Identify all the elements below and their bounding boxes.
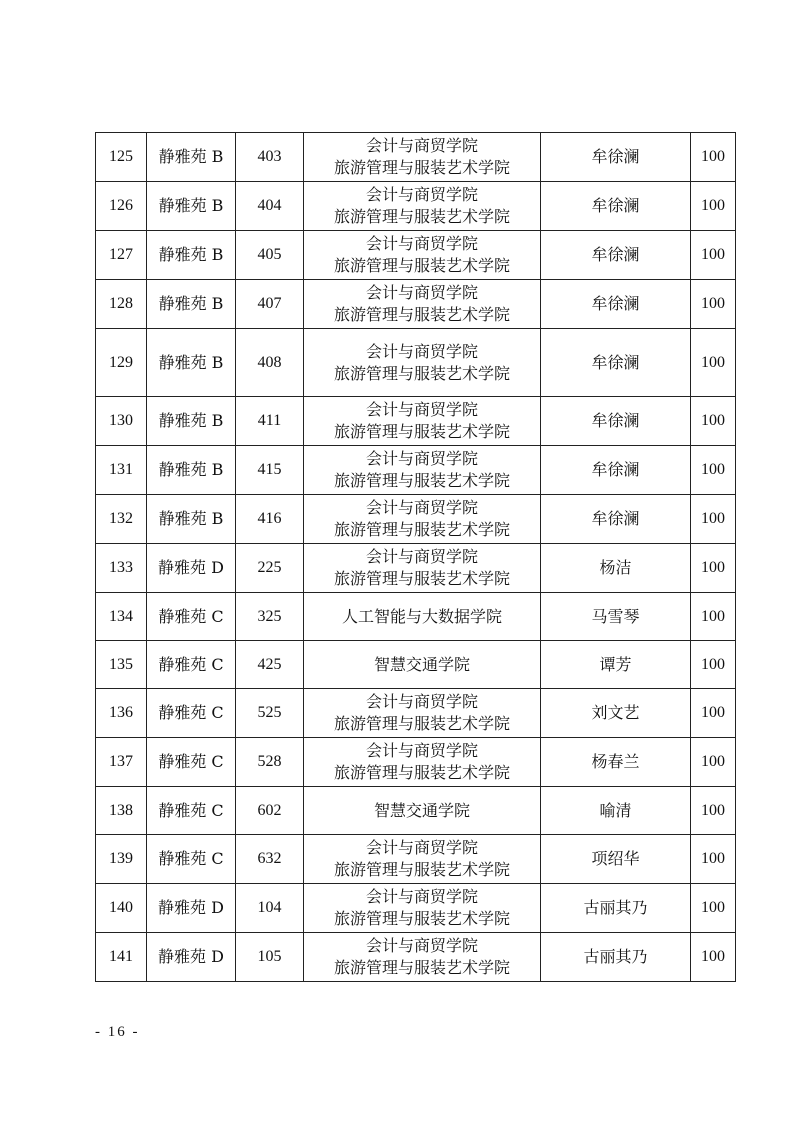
- row-number-cell: 127: [96, 231, 147, 280]
- college-cell: [304, 835, 541, 884]
- building-cell: 静雅苑 C: [147, 593, 236, 641]
- college-line: 会计与商贸学院: [365, 936, 478, 955]
- row-number-cell: 139: [96, 835, 147, 884]
- score-cell: 100: [691, 231, 736, 280]
- room-cell: 105: [236, 933, 304, 982]
- table-row: [96, 329, 736, 397]
- college-cell: [304, 133, 541, 182]
- table-row: [96, 884, 736, 933]
- college-cell: [304, 495, 541, 544]
- college-line: 会计与商贸学院: [365, 234, 478, 253]
- row-number-cell: 135: [96, 641, 147, 689]
- college-cell: [304, 787, 541, 835]
- college-cell: [304, 329, 541, 397]
- table-row: [96, 689, 736, 738]
- counselor-name-cell: 牟徐澜: [541, 280, 691, 329]
- row-number-cell: 137: [96, 738, 147, 787]
- row-number-cell: 141: [96, 933, 147, 982]
- college-line: 会计与商贸学院: [365, 341, 478, 361]
- building-cell: 静雅苑 C: [147, 689, 236, 738]
- counselor-name-cell: 牟徐澜: [541, 329, 691, 397]
- room-cell: 416: [236, 495, 304, 544]
- counselor-name-cell: 喻清: [541, 787, 691, 835]
- college-line: 人工智能与大数据学院: [341, 606, 502, 626]
- building-cell: 静雅苑 C: [147, 787, 236, 835]
- row-number-cell: 132: [96, 495, 147, 544]
- college-line: 会计与商贸学院: [365, 449, 478, 468]
- score-cell: 100: [691, 593, 736, 641]
- score-cell: 100: [691, 446, 736, 495]
- college-line: 会计与商贸学院: [365, 498, 478, 517]
- counselor-name-cell: 牟徐澜: [541, 182, 691, 231]
- row-number-cell: 129: [96, 329, 147, 397]
- college-cell: [304, 231, 541, 280]
- building-cell: 静雅苑 D: [147, 933, 236, 982]
- college-line: 旅游管理与服装艺术学院: [333, 958, 510, 977]
- college-cell: [304, 641, 541, 689]
- building-cell: 静雅苑 C: [147, 835, 236, 884]
- row-number-cell: 138: [96, 787, 147, 835]
- building-cell: 静雅苑 B: [147, 329, 236, 397]
- table-row: [96, 738, 736, 787]
- table-row: [96, 495, 736, 544]
- building-cell: 静雅苑 B: [147, 182, 236, 231]
- building-cell: 静雅苑 B: [147, 397, 236, 446]
- room-cell: 425: [236, 641, 304, 689]
- college-line: 旅游管理与服装艺术学院: [333, 714, 510, 733]
- score-cell: 100: [691, 544, 736, 593]
- room-cell: 408: [236, 329, 304, 397]
- page-number: - 16 -: [95, 1024, 140, 1040]
- college-line: 旅游管理与服装艺术学院: [333, 207, 510, 226]
- score-cell: 100: [691, 933, 736, 982]
- counselor-name-cell: 古丽其乃: [541, 933, 691, 982]
- college-line: 智慧交通学院: [373, 800, 470, 820]
- row-number-cell: 136: [96, 689, 147, 738]
- score-cell: 100: [691, 133, 736, 182]
- room-cell: 602: [236, 787, 304, 835]
- counselor-name-cell: 牟徐澜: [541, 446, 691, 495]
- score-cell: 100: [691, 689, 736, 738]
- row-number-cell: 125: [96, 133, 147, 182]
- college-line: 会计与商贸学院: [365, 692, 478, 711]
- college-line: 会计与商贸学院: [365, 887, 478, 906]
- table-row: [96, 835, 736, 884]
- college-cell: [304, 738, 541, 787]
- building-cell: 静雅苑 C: [147, 641, 236, 689]
- table-row: [96, 182, 736, 231]
- table-row: [96, 933, 736, 982]
- college-cell: [304, 593, 541, 641]
- college-line: 旅游管理与服装艺术学院: [333, 305, 510, 324]
- college-cell: [304, 544, 541, 593]
- score-cell: 100: [691, 641, 736, 689]
- counselor-name-cell: 谭芳: [541, 641, 691, 689]
- score-cell: 100: [691, 280, 736, 329]
- dormitory-inspection-table: [95, 132, 736, 982]
- building-cell: 静雅苑 D: [147, 884, 236, 933]
- room-cell: 405: [236, 231, 304, 280]
- college-line: 旅游管理与服装艺术学院: [333, 158, 510, 177]
- college-line: 会计与商贸学院: [365, 547, 478, 566]
- table-row: [96, 280, 736, 329]
- college-cell: [304, 182, 541, 231]
- counselor-name-cell: 马雪琴: [541, 593, 691, 641]
- score-cell: 100: [691, 884, 736, 933]
- college-cell: [304, 933, 541, 982]
- table-row: [96, 593, 736, 641]
- score-cell: 100: [691, 182, 736, 231]
- building-cell: 静雅苑 B: [147, 231, 236, 280]
- row-number-cell: 134: [96, 593, 147, 641]
- table-row: [96, 544, 736, 593]
- college-line: 旅游管理与服装艺术学院: [333, 860, 510, 879]
- row-number-cell: 130: [96, 397, 147, 446]
- counselor-name-cell: 牟徐澜: [541, 495, 691, 544]
- table-row: [96, 446, 736, 495]
- counselor-name-cell: 牟徐澜: [541, 133, 691, 182]
- counselor-name-cell: 刘文艺: [541, 689, 691, 738]
- score-cell: 100: [691, 835, 736, 884]
- college-line: 智慧交通学院: [373, 654, 470, 674]
- room-cell: 407: [236, 280, 304, 329]
- college-line: 旅游管理与服装艺术学院: [333, 363, 510, 383]
- college-line: 旅游管理与服装艺术学院: [333, 763, 510, 782]
- score-cell: 100: [691, 787, 736, 835]
- counselor-name-cell: 牟徐澜: [541, 231, 691, 280]
- room-cell: 415: [236, 446, 304, 495]
- score-cell: 100: [691, 738, 736, 787]
- room-cell: 104: [236, 884, 304, 933]
- college-line: 会计与商贸学院: [365, 400, 478, 419]
- row-number-cell: 128: [96, 280, 147, 329]
- table-row: [96, 397, 736, 446]
- college-cell: [304, 689, 541, 738]
- college-line: 会计与商贸学院: [365, 838, 478, 857]
- college-line: 会计与商贸学院: [365, 185, 478, 204]
- counselor-name-cell: 杨春兰: [541, 738, 691, 787]
- college-line: 旅游管理与服装艺术学院: [333, 471, 510, 490]
- table-row: [96, 787, 736, 835]
- college-line: 旅游管理与服装艺术学院: [333, 256, 510, 275]
- room-cell: 404: [236, 182, 304, 231]
- table-row: [96, 641, 736, 689]
- table-row: [96, 133, 736, 182]
- college-line: 会计与商贸学院: [365, 741, 478, 760]
- counselor-name-cell: 杨洁: [541, 544, 691, 593]
- counselor-name-cell: 项绍华: [541, 835, 691, 884]
- table-body: [96, 133, 736, 982]
- row-number-cell: 126: [96, 182, 147, 231]
- college-cell: [304, 884, 541, 933]
- building-cell: 静雅苑 B: [147, 495, 236, 544]
- counselor-name-cell: 古丽其乃: [541, 884, 691, 933]
- college-cell: [304, 397, 541, 446]
- room-cell: 411: [236, 397, 304, 446]
- room-cell: 528: [236, 738, 304, 787]
- college-line: 旅游管理与服装艺术学院: [333, 422, 510, 441]
- counselor-name-cell: 牟徐澜: [541, 397, 691, 446]
- building-cell: 静雅苑 C: [147, 738, 236, 787]
- row-number-cell: 131: [96, 446, 147, 495]
- room-cell: 325: [236, 593, 304, 641]
- room-cell: 225: [236, 544, 304, 593]
- college-line: 旅游管理与服装艺术学院: [333, 909, 510, 928]
- college-line: 会计与商贸学院: [365, 136, 478, 155]
- row-number-cell: 133: [96, 544, 147, 593]
- college-cell: [304, 280, 541, 329]
- row-number-cell: 140: [96, 884, 147, 933]
- room-cell: 525: [236, 689, 304, 738]
- score-cell: 100: [691, 397, 736, 446]
- college-line: 旅游管理与服装艺术学院: [333, 569, 510, 588]
- building-cell: 静雅苑 B: [147, 280, 236, 329]
- room-cell: 403: [236, 133, 304, 182]
- college-cell: [304, 446, 541, 495]
- building-cell: 静雅苑 B: [147, 446, 236, 495]
- table-row: [96, 231, 736, 280]
- college-line: 会计与商贸学院: [365, 283, 478, 302]
- building-cell: 静雅苑 D: [147, 544, 236, 593]
- score-cell: 100: [691, 495, 736, 544]
- room-cell: 632: [236, 835, 304, 884]
- score-cell: 100: [691, 329, 736, 397]
- building-cell: 静雅苑 B: [147, 133, 236, 182]
- college-line: 旅游管理与服装艺术学院: [333, 520, 510, 539]
